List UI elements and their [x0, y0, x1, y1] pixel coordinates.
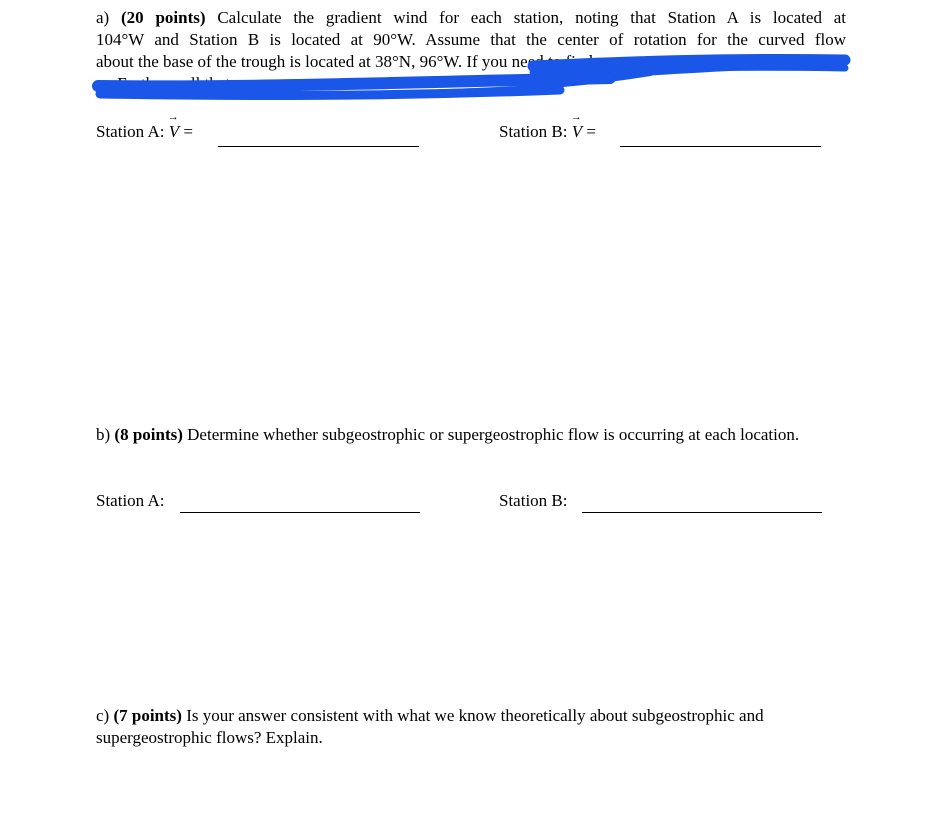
answer-b-station-b: Station B:	[499, 491, 568, 510]
question-a-line4: on Earth, recall that...	[96, 74, 243, 93]
question-a-line3: about the base of the trough is located at 38°N, 96°W. If you need to find approximate distances	[96, 52, 749, 71]
answer-b-station-a: Station A:	[96, 491, 165, 510]
question-b-text: Determine whether subgeostrophic or supergeostrophic flow is occurring at each location.	[187, 425, 800, 444]
answer-b-blank-a[interactable]	[180, 512, 420, 513]
question-a-line1: a) (20 points) Calculate the gradient wind for each station, noting that Station A is located at	[96, 8, 847, 27]
question-b: b) (8 points) Determine whether subgeostrophic or supergeostrophic flow is occurring at each location.	[96, 425, 800, 444]
answer-a-station-a: Station A: → V =	[96, 122, 193, 142]
question-a-points: (20 points)	[121, 8, 206, 27]
question-c-text: Is your answer consistent with what we know theoretically about subgeostrophic and supergeostrophic flows? Explain.	[96, 706, 764, 747]
answer-a-blank-a[interactable]	[218, 146, 419, 147]
redaction-strokes	[98, 59, 845, 96]
answer-a-blank-b[interactable]	[620, 146, 821, 147]
answer-a-station-b: Station B: → V =	[499, 122, 596, 142]
question-c-points: (7 points)	[113, 706, 182, 725]
question-a-line2: 104°W and Station B is located at 90°W. Assume that the center of rotation for the curved flow	[96, 30, 846, 49]
answer-b-blank-b[interactable]	[582, 512, 822, 513]
question-c: c) (7 points) Is your answer consistent with what we know theoretically about subgeostrophic and supergeostrophic flows? Explain.	[96, 706, 764, 747]
question-b-points: (8 points)	[114, 425, 183, 444]
